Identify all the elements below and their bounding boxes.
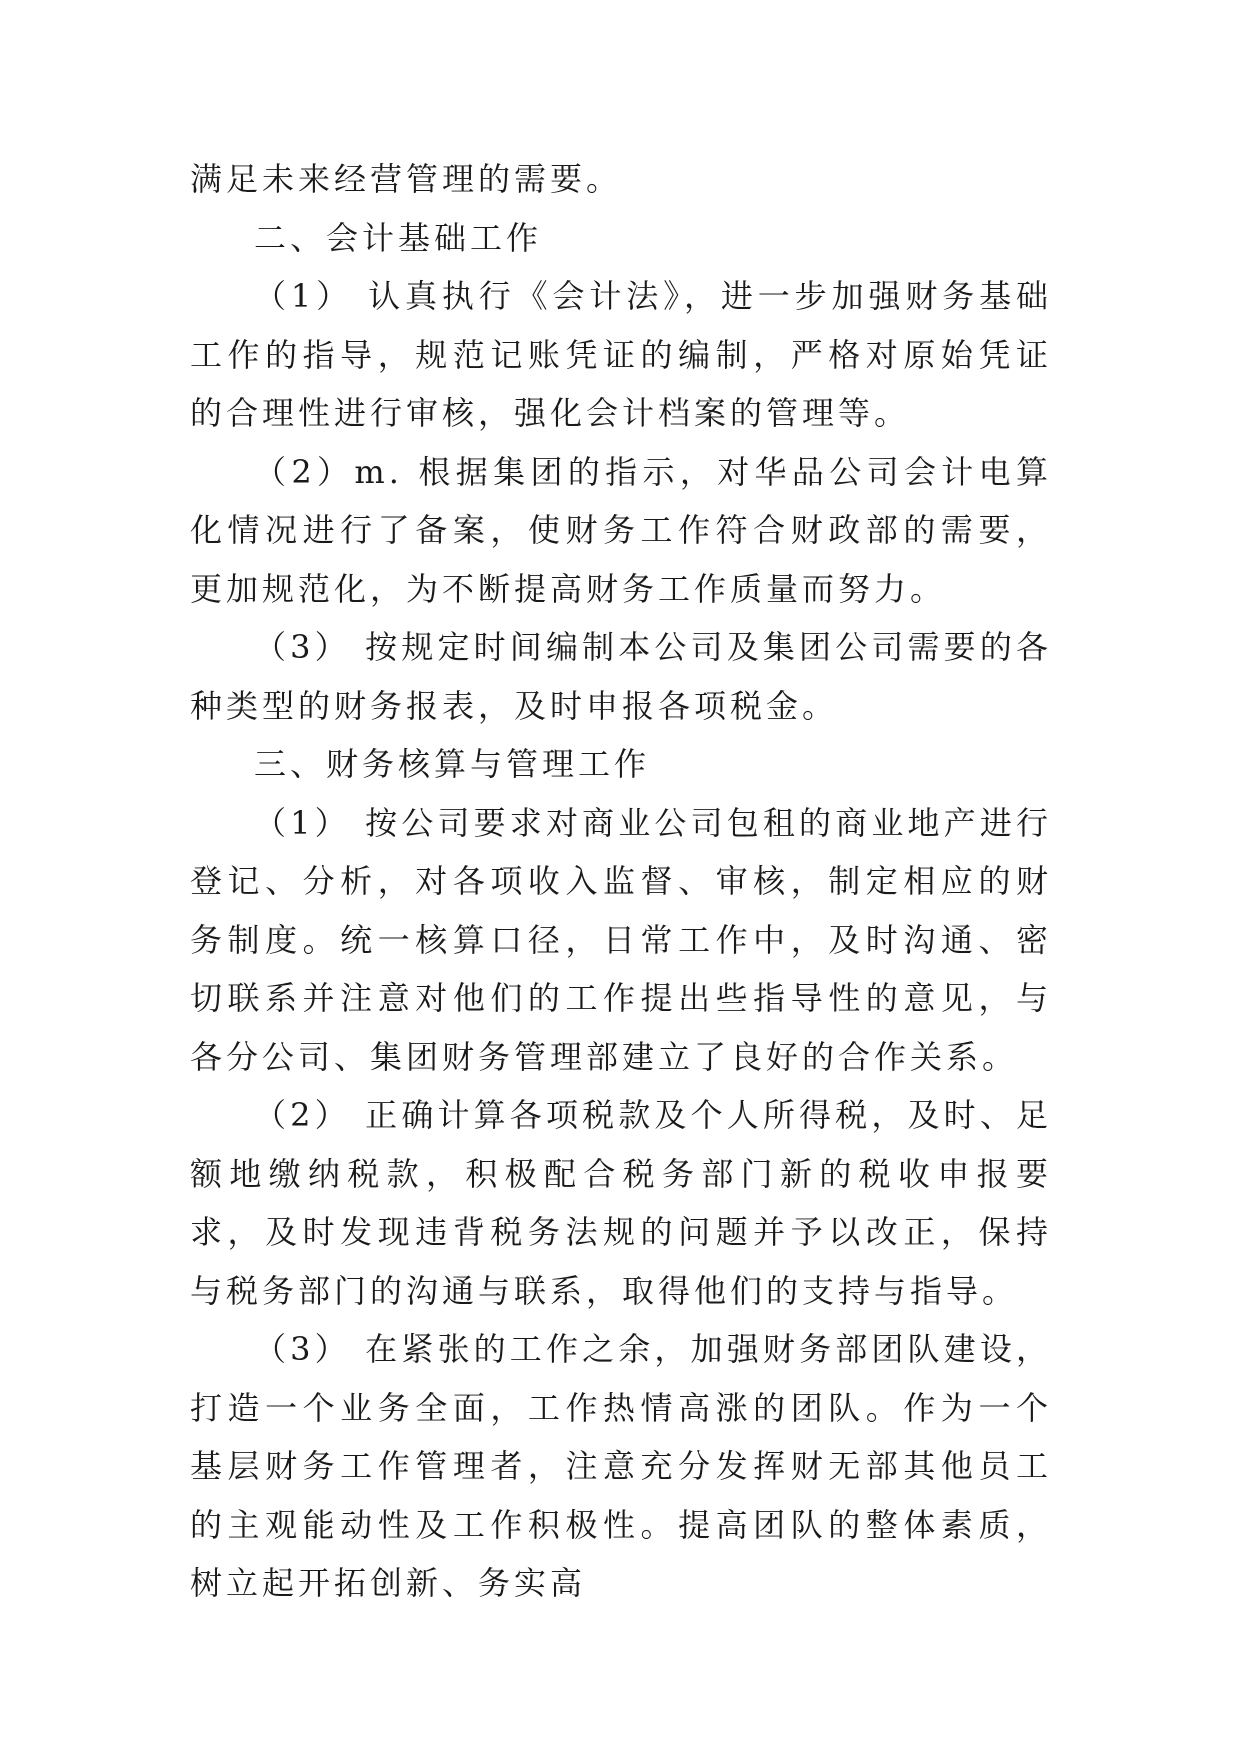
paragraph-continuation: 满足未来经营管理的需要。 <box>190 160 623 198</box>
paragraph-item: （2） 正确计算各项税款及个人所得税，及时、足额地缴纳税款，积极配合税务部门新的税收申报要求，及时发现违背税务法规的问题并予以改正，保持与税务部门的沟通与联系，取得他们的支持与指导。 <box>190 1096 1052 1310</box>
paragraph-item: （1） 按公司要求对商业公司包租的商业地产进行登记、分析，对各项收入监督、审核，制定相应的财务制度。统一核算口径，日常工作中，及时沟通、密切联系并注意对他们的工作提出些指导性的意见，与各分公司、集团财务管理部建立了良好的合作关系。 <box>190 803 1052 1076</box>
paragraph-item: （1） 认真执行《会计法》，进一步加强财务基础工作的指导，规范记账凭证的编制，严格对原始凭证的合理性进行审核，强化会计档案的管理等。 <box>190 277 1052 432</box>
paragraph-item: （3） 按规定时间编制本公司及集团公司需要的各种类型的财务报表，及时申报各项税金。 <box>190 628 1052 725</box>
section-heading-accounting-basics: 二、会计基础工作 <box>254 218 543 257</box>
body-text <box>190 150 1052 1613</box>
section-heading-financial-accounting: 三、财务核算与管理工作 <box>254 745 651 783</box>
paragraph-item: （3） 在紧张的工作之余，加强财务部团队建设，打造一个业务全面，工作热情高涨的团队。作为一个基层财务工作管理者，注意充分发挥财无部其他员工的主观能动性及工作积极性。提高团队的整体素质，树立起开拓创新、务实高 <box>190 1330 1052 1602</box>
paragraph-item: （2）m. 根据集团的指示，对华品公司会计电算化情况进行了备案，使财务工作符合财政部的需要，更加规范化，为不断提高财务工作质量而努力。 <box>190 452 1052 608</box>
